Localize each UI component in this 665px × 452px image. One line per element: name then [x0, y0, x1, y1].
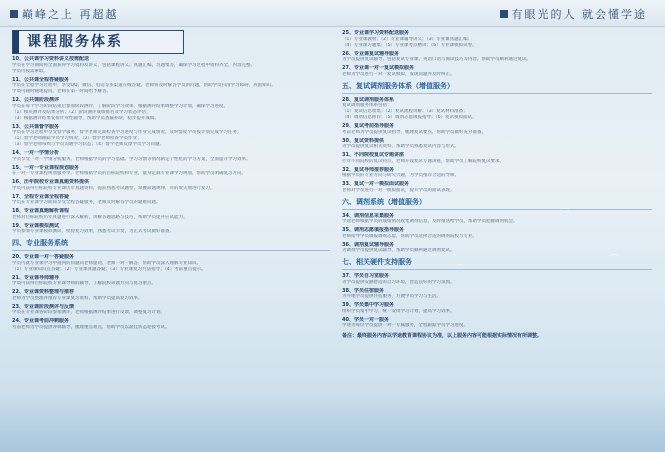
service-item-text: 老师对目标院校历年真题进行深入解析，讲解答题思路与技巧，帮助学员提升应试能力。 [12, 214, 188, 220]
service-item-text: （3）根据测评结果安排针对性辅导，帮助学员查漏补缺，稳步提升成绩。 [12, 115, 159, 121]
service-item [342, 242, 652, 255]
service-item-text: 组织学员集中学习，统一安排学习计划，提高学习效率。 [342, 308, 455, 314]
service-item [342, 302, 652, 315]
service-item [12, 165, 330, 178]
service-item-heading: 28、复试调剂服务体系 [342, 96, 394, 103]
service-item-heading: 21、专业课导师辅导 [12, 274, 59, 281]
service-item-text: 学员在学习过程中享受督学服务，督学老师定期检查学习进度与作业完成情况，及时督促学员按计划完成学习任务。 [12, 130, 242, 135]
service-item-text: 为学员提供复试辅导，包括复试专业课、英语口语与面试技巧等内容，帮助学员顺利通过复试。 [342, 57, 531, 62]
service-item-heading: 30、复试资料提供 [342, 137, 384, 144]
service-item-heading: 10、公共课学习资料讲义按需配送 [12, 56, 89, 62]
service-item-text: 在一对一专业课程规划服务中，老师根据学员的目标院校和专业，量身定制专业课学习规划，帮助学员明确复习方向。 [12, 171, 246, 176]
service-item-text: （3）督学老师每周与学员沟通学习状态；（4）督学老师反馈学员学习问题。 [12, 142, 164, 147]
service-item-text: 为外地学员提供住宿服务，方便学员学习与生活。 [342, 294, 441, 299]
service-item-heading: 36、调剂复试辅导服务 [342, 241, 394, 248]
section-divider [342, 209, 652, 210]
service-item [342, 213, 652, 226]
service-item [12, 97, 330, 122]
header-bar [0, 0, 665, 27]
service-item-heading: 25、专业课学习资料配送服务 [342, 30, 409, 36]
service-item-text: 为学员提供复试相关资料，帮助学员熟悉复试内容与形式。 [342, 144, 459, 149]
service-item [342, 152, 652, 165]
service-item-text: （1）模块测评及结果分析；（2）阶段测评成绩排名及学习状态评估； [12, 109, 151, 115]
service-item [12, 208, 330, 221]
service-item-text: 学员在专业课学习期间享受全程答疑服务，老师及时解答学员的疑难问题。 [12, 200, 161, 205]
service-item-heading: 16、历年院校专业课真题资料提供 [12, 179, 89, 185]
service-item-heading: 15、一对一专业课程规划服务 [12, 164, 79, 171]
service-item-heading: 29、复试考前指导服务 [342, 123, 394, 129]
service-item [12, 318, 330, 331]
service-item-heading: 27、专业课一对一复试模拟服务 [342, 65, 414, 71]
service-item-text: 学途老师根据学员的成绩情况收集调剂信息，及时推送给学员，帮助学员把握调剂机会。 [342, 219, 518, 224]
square-icon [500, 10, 508, 18]
service-item-text: 学员可获得目标院校专业课历年真题资料，提前熟悉考试题型，掌握命题规律，有的放矢地进行复习。 [12, 185, 215, 191]
service-item-text: 复试调剂服务体系包括： [342, 103, 392, 108]
service-item-text: 老师指导学员填报调剂志愿，帮助学员选择合适的调剂院校与专业。 [342, 233, 477, 239]
service-item [342, 288, 652, 301]
service-item-heading: 14、一对一学情分析 [12, 150, 59, 156]
bird-icon: ⌒ [610, 255, 620, 265]
service-item-heading: 12、公共课阶段测评 [12, 97, 59, 103]
bird-icon: ⌒ [455, 265, 465, 275]
service-item [12, 304, 330, 317]
service-item-heading: 17、全程专业课全程答疑 [12, 193, 69, 200]
service-item-heading: 13、公共课督学服务 [12, 123, 59, 130]
service-item [12, 275, 330, 288]
header-slogan-left: 巅峰之上 再超越 [10, 6, 119, 22]
service-item [12, 254, 330, 273]
service-item [12, 289, 330, 302]
service-item-text: （4）调剂信息推荐；（5）调剂志愿填报指导；（6）复试模拟面试。 [342, 115, 477, 120]
service-item-heading: 22、专业课资料整理与推荐 [12, 289, 74, 295]
service-item-text: 老师为学员整理并推荐专业课复习资料，帮助学员提高复习效率。 [12, 295, 143, 301]
section-divider [342, 93, 652, 94]
service-item-heading: 38、学员住宿服务 [342, 287, 384, 294]
service-item-text: 老师为学员进行一对一复试模拟，发现问题并及时纠正。 [342, 71, 455, 77]
service-item-heading: 31、不同院校复试专题讲座 [342, 152, 404, 158]
service-item-text: 学途为每位学员提供一对一专属服务，全程跟踪学员学习进度。 [342, 323, 468, 328]
service-item-text: （1）复试信息收集；（2）复试流程讲解；（3）复试材料准备； [342, 109, 468, 114]
service-item-text: 学员在学习期间将全面获得学习资料及讲义，包括课程讲义、真题汇编、习题集等，确保学习过程中资料齐全、内容完整。 [12, 62, 255, 68]
service-item-heading: 11、公共课全程答疑服务 [12, 76, 69, 83]
service-item [12, 150, 330, 163]
service-item-text: （4）专业课习题集；（5）专业课考点精讲；（6）专业课模拟试卷。 [342, 42, 477, 48]
service-item [342, 227, 652, 240]
service-item [342, 123, 652, 136]
section-divider [342, 269, 652, 270]
service-item-text: 为学员提供安静舒适的自习环境，营造良好的学习氛围。 [342, 279, 455, 285]
service-item-text: 学员可就专业课学习中遇到的问题向老师提问，老师一对一解答，帮助学员深入理解专业知识。 [12, 260, 201, 266]
service-item [342, 30, 652, 49]
header-slogan-right: 有眼光的人 就会懂学途 [500, 6, 648, 22]
service-item [12, 124, 330, 149]
service-item [342, 138, 652, 151]
background-hill [0, 392, 665, 452]
service-item [342, 181, 652, 194]
service-item-heading: 26、专业课复试辅导服务 [342, 50, 399, 57]
service-item-heading: 24、专业课考前冲刺服务 [12, 318, 69, 324]
service-item-text: 学员在每个学习阶段结束后参加阶段测评，了解阶段学习效果，根据测评结果调整学习计划，确保学习进度。 [12, 103, 228, 109]
page-title: 课程服务体系 [12, 30, 184, 54]
service-item-heading: 35、调剂志愿填报指导服务 [342, 227, 404, 233]
square-icon [10, 10, 18, 18]
service-item-heading: 33、复试一对一模拟面试服务 [342, 181, 409, 187]
service-item [12, 56, 330, 75]
section-heading: 六、调剂系统（增值服务） [342, 197, 426, 206]
section-heading: 五、复试调剂服务体系（增值服务） [342, 81, 454, 90]
service-item-text: （1）专业课教材；（2）专业课辅导讲义；（3）专业课真题汇编； [342, 36, 473, 42]
service-item [342, 51, 652, 64]
service-item-text: 学员可随时随地提问，老师在第一时间给予解答。 [12, 89, 111, 94]
service-item-text: 学员可按需索取。 [12, 68, 48, 74]
service-item [12, 223, 330, 236]
service-item-text: 考前老师为学员提供冲刺辅导，梳理重点难点，帮助学员以最佳状态迎接考试。 [12, 324, 170, 330]
bird-icon: ⌒ [560, 209, 570, 219]
service-item-heading: 32、复试导师推荐服务 [342, 166, 394, 173]
section-divider [12, 250, 330, 251]
section-heading: 四、专业服务系统 [12, 239, 68, 247]
service-item-heading: 37、学员自习室服务 [342, 273, 389, 279]
service-item-text: 学员享受一对一学情分析服务，老师根据学员的学习基础、学习习惯等情况制定个性化的学习方案，全面提升学习效率。 [12, 156, 251, 162]
section-heading: 七、相关硬件支持服务 [342, 258, 412, 266]
left-column [12, 56, 330, 446]
service-item [12, 77, 330, 96]
title-accent-bar [13, 31, 19, 53]
service-item-text: 学员可获得目标院校专业课导师的辅导，了解院校命题方向与复习重点。 [12, 281, 156, 286]
service-item-text: 学员参加专业课模拟测试，检验复习效果，熟悉考试节奏，为正式考试做好准备。 [12, 229, 174, 234]
service-item-heading: 19、专业课模拟测试 [12, 222, 59, 229]
service-item-heading: 40、学员一对一服务 [342, 316, 389, 323]
bird-icon: ⌒ [428, 255, 438, 265]
service-item-text: （1）督学老师跟踪学员学习情况；（2）督学老师检查学员作业； [12, 136, 142, 141]
service-item-heading: 23、专业课阶段测评与反馈 [12, 303, 74, 310]
service-item-text: 学员在专业课各阶段参加测评，老师根据测评结果进行反馈，调整复习计划。 [12, 310, 165, 315]
service-item-heading: 18、专业课真题解析课程 [12, 208, 69, 214]
service-item-text: 为调剂学员提供复试辅导，帮助学员顺利通过调剂复试。 [342, 248, 455, 253]
service-item-heading: 20、专业课一对一答疑服务 [12, 254, 74, 260]
footnote: 备注：最终服务内容以学途教育课程协议为准，以上服务内容可能根据实际情况有所调整。 [342, 333, 543, 339]
service-item-text: （1）专业课知识点答疑；（2）专业课真题答疑；（3）专业课复习方法指导；（4）考前重点提示。 [12, 266, 206, 272]
service-item [342, 317, 652, 330]
service-item-text: 考前老师为学员提供复试指导，梳理复试要点，帮助学员做好充分准备。 [342, 129, 486, 135]
service-item [342, 65, 652, 78]
service-item [342, 273, 652, 286]
service-item [12, 179, 330, 192]
service-item-text: 针对不同院校的复试特点，老师开设复试专题讲座，帮助学员了解院校复试要求。 [342, 158, 504, 164]
right-column [342, 30, 652, 446]
service-item-heading: 39、学员集中学习服务 [342, 302, 394, 308]
service-item-text: 根据学员的专业方向与研究兴趣，为学员推荐合适的导师。 [342, 173, 459, 178]
service-item [342, 167, 652, 180]
service-item-heading: 34、调剂信息采集服务 [342, 212, 394, 219]
service-item-text: 学员在全程学习过程中，享受QQ、微信、电话等多渠道在线答疑，老师将及时解答学员的问题，帮助学员扫清学习障碍，巩固知识。 [12, 83, 276, 88]
service-item [12, 194, 330, 207]
service-item [342, 97, 652, 122]
service-item-text: 老师对学员进行一对一模拟面试，提升学员的面试表现。 [342, 187, 455, 193]
